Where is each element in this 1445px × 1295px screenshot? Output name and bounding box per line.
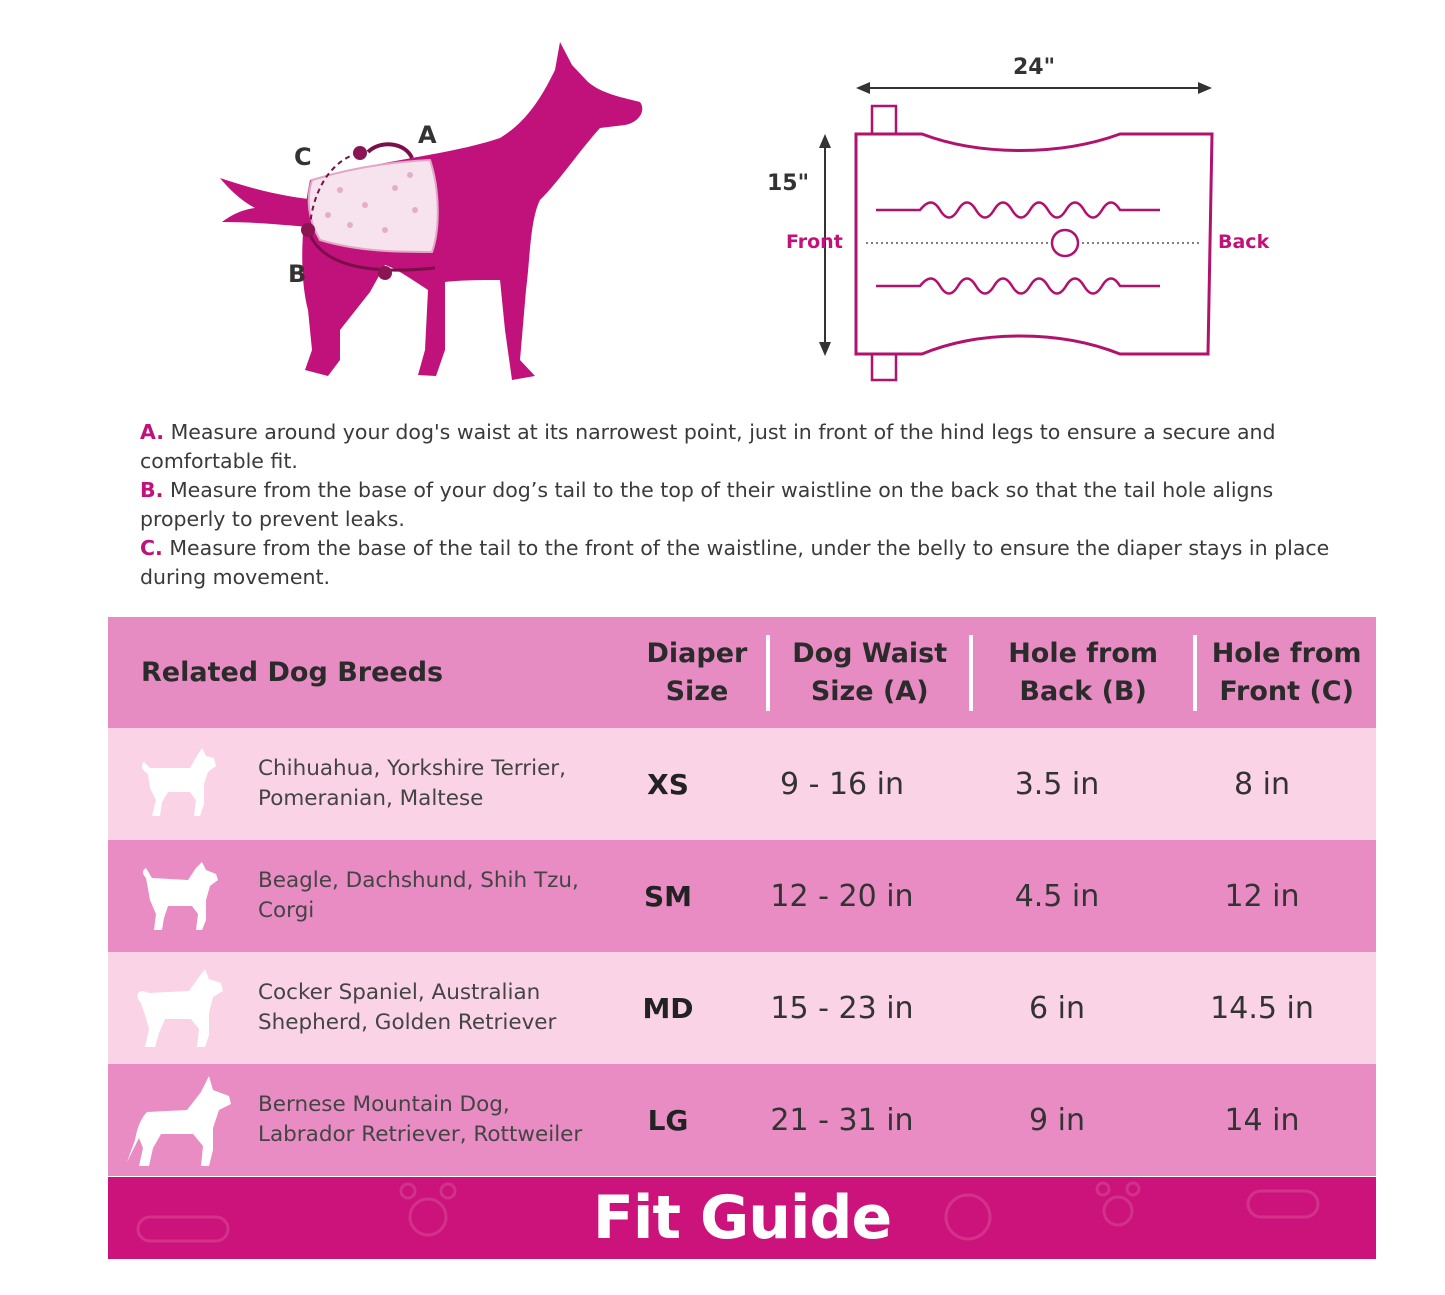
- header-diaper-size-line2: Size: [665, 675, 729, 707]
- instruction-b: [140, 476, 1360, 534]
- waist-size-lg: 21 - 31 in: [770, 1102, 914, 1138]
- table-row: [108, 840, 1376, 952]
- marker-a-label: A: [418, 121, 437, 149]
- breed-list-md: Cocker Spaniel, Australian Shepherd, Golden Retriever: [258, 980, 557, 1035]
- instruction-a-text: Measure around your dog's waist at its narrowest point, just in front of the hind legs to ensure a secure and comfortable fit.: [140, 420, 1276, 473]
- small-dog-icon: [108, 840, 258, 952]
- breed-cell: [108, 728, 598, 840]
- waist-size-xs: 9 - 16 in: [779, 766, 905, 802]
- waist-size-sm: 12 - 20 in: [770, 878, 914, 914]
- header-hole-front: [1197, 635, 1376, 711]
- header-dog-waist: [770, 635, 969, 711]
- instruction-c: [140, 534, 1360, 592]
- breed-cell: [108, 840, 598, 952]
- width-dimension-label: 24": [1012, 55, 1056, 80]
- diaper-size-lg: LG: [647, 1103, 689, 1137]
- instruction-b-text: Measure from the base of your dog’s tail to the top of their waistline on the back so that the tail hole aligns properly to prevent leaks.: [140, 478, 1274, 531]
- tail-hole-circle: [1052, 230, 1078, 256]
- hole-back-lg: 9 in: [1029, 1102, 1085, 1138]
- header-hole-back: [973, 635, 1193, 711]
- fit-guide-title: Fit Guide: [592, 1183, 892, 1253]
- header-dog-waist-line1: Dog Waist: [792, 637, 948, 669]
- header-dog-waist-line2: Size (A): [810, 675, 929, 707]
- diaper-size-sm: SM: [643, 879, 693, 913]
- instruction-a-marker: A.: [140, 420, 165, 444]
- hole-back-md: 6 in: [1029, 990, 1085, 1026]
- hole-front-md: 14.5 in: [1210, 990, 1314, 1026]
- size-chart-table: [108, 617, 1376, 1176]
- diaper-dimensions-diagram: [760, 40, 1300, 390]
- diaper-size-xs: XS: [647, 767, 689, 801]
- hole-front-sm: 12 in: [1224, 878, 1300, 914]
- hole-front-lg: 14 in: [1224, 1102, 1300, 1138]
- small-dog-icon: [108, 728, 258, 840]
- front-label: Front: [786, 231, 843, 253]
- table-row: [108, 952, 1376, 1064]
- height-dimension-label: 15": [767, 171, 810, 196]
- hole-front-xs: 8 in: [1234, 766, 1290, 802]
- header-diaper-size: [627, 635, 766, 711]
- medium-dog-icon: [108, 952, 258, 1064]
- header-diaper-size-line1: Diaper: [646, 637, 748, 669]
- header-hole-back-line2: Back (B): [1019, 675, 1147, 707]
- header-breeds: Related Dog Breeds: [141, 656, 444, 688]
- header-hole-front-line1: Hole from: [1211, 637, 1362, 669]
- table-row: [108, 728, 1376, 840]
- waist-size-md: 15 - 23 in: [770, 990, 914, 1026]
- back-label: Back: [1218, 231, 1270, 253]
- hole-back-xs: 3.5 in: [1014, 766, 1100, 802]
- instruction-c-marker: C.: [140, 536, 163, 560]
- breed-list-lg: Bernese Mountain Dog, Labrador Retriever, Rottweiler: [258, 1092, 583, 1147]
- table-row: [108, 1064, 1376, 1176]
- large-dog-icon: [108, 1064, 258, 1176]
- marker-c-label: C: [294, 143, 312, 171]
- breed-cell: [108, 952, 598, 1064]
- dog-measurement-illustration: [200, 30, 670, 390]
- instruction-c-text: Measure from the base of the tail to the front of the waistline, under the belly to ensure the diaper stays in place during movement.: [140, 536, 1330, 589]
- table-header-row: [108, 617, 1376, 728]
- diaper-size-md: MD: [642, 991, 694, 1025]
- header-hole-front-line2: Front (C): [1219, 675, 1354, 707]
- hole-back-sm: 4.5 in: [1014, 878, 1100, 914]
- marker-b-label: B: [288, 260, 307, 288]
- breed-list-sm: Beagle, Dachshund, Shih Tzu, Corgi: [258, 868, 579, 923]
- fit-guide-banner: [108, 1177, 1376, 1259]
- instruction-b-marker: B.: [140, 478, 164, 502]
- breed-list-xs: Chihuahua, Yorkshire Terrier, Pomeranian, Maltese: [258, 756, 566, 811]
- header-hole-back-line1: Hole from: [1008, 637, 1159, 669]
- instruction-a: [140, 418, 1360, 476]
- measurement-instructions: [140, 418, 1360, 592]
- breed-cell: [108, 1064, 598, 1176]
